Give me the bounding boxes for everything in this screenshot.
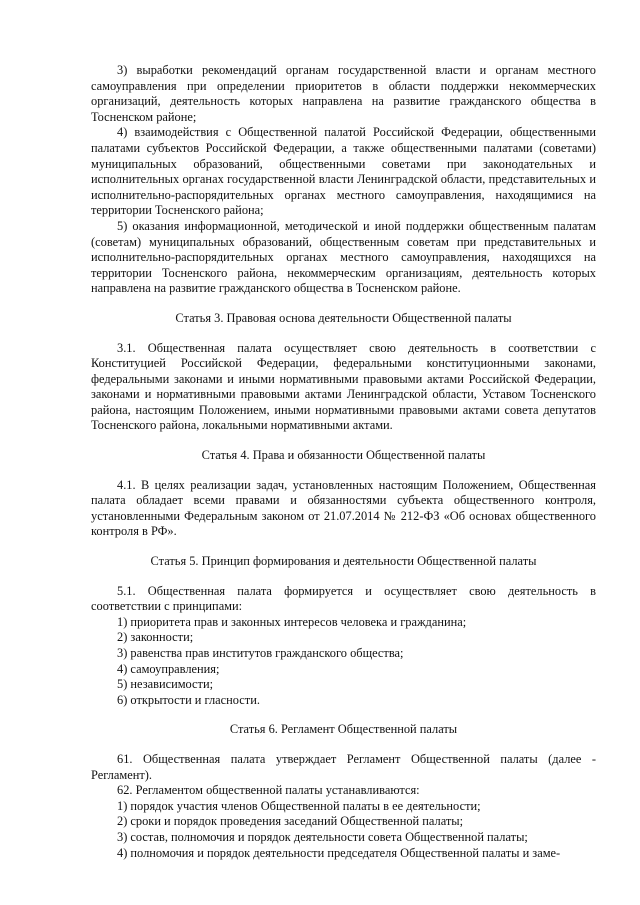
article2-item-4: 4) взаимодействия с Общественной палатой Российской Федерации, общественными палатами субъектов Российской Федерации, а также общественными палатами (советами) муниципальных образований, общественными советами при законодательных и исполнительных органах государственной власти Ленинградской области, представительных и исполнительно-распорядительных органах местного самоуправления, находящимися на территории Тосненского района; xyxy=(91,125,596,218)
article2-item-5: 5) оказания информационной, методической и иной поддержки общественным палатам (советам) муниципальных образований, общественным советам при представительных и исполнительно-распорядительных органах местного самоуправления, находящихся на территории Тосненского района, некоммерческим организациям, деятельность которых направлена на развитие гражданского общества в Тосненском районе. xyxy=(91,218,596,296)
article6-item-3: 3) состав, полномочия и порядок деятельности совета Общественной палаты; xyxy=(117,829,528,844)
article5-heading: Статья 5. Принцип формирования и деятельности Общественной палаты xyxy=(150,554,537,569)
page-content xyxy=(91,63,596,861)
article4-heading: Статья 4. Права и обязанности Общественной палаты xyxy=(201,448,486,463)
article5-item-5: 5) независимости; xyxy=(117,677,214,692)
article6-item-2: 2) сроки и порядок проведения заседаний Общественной палаты; xyxy=(117,814,464,829)
article6-item-1: 1) порядок участия членов Общественной палаты в ее деятельности; xyxy=(117,798,481,813)
article6-paragraph-1: 61. Общественная палата утверждает Регламент Общественной палаты (далее - Регламент). xyxy=(91,751,596,782)
article5-item-2: 2) законности; xyxy=(117,630,194,645)
article6-heading: Статья 6. Регламент Общественной палаты xyxy=(229,722,458,737)
article6-paragraph-2: 62. Регламентом общественной палаты устанавливаются: xyxy=(117,783,420,798)
article3-heading: Статья 3. Правовая основа деятельности Общественной палаты xyxy=(175,310,512,325)
article5-item-4: 4) самоуправления; xyxy=(117,661,220,676)
article5-item-1: 1) приоритета прав и законных интересов человека и гражданина; xyxy=(117,614,467,629)
article3-paragraph: 3.1. Общественная палата осуществляет свою деятельность в соответствии с Конституцией Российской Федерации, федеральными конституционными законами, федеральными законами и иными нормативными правовыми актами Российской Федерации, законами и нормативными правовыми актами Ленинградской области, Уставом Тосненского района, настоящим Положением, иными нормативными правовыми актами совета депутатов Тосненского района, локальными нормативными актами. xyxy=(91,340,596,433)
article6-item-4: 4) полномочия и порядок деятельности председателя Общественной палаты и заме- xyxy=(117,845,561,860)
article2-item-3: 3) выработки рекомендаций органам государственной власти и органам местного самоуправления при определении приоритетов в области поддержки некоммерческих организаций, деятельность которых направлена на развитие гражданского общества в Тосненском районе; xyxy=(91,63,596,124)
article4-paragraph: 4.1. В целях реализации задач, установленных настоящим Положением, Общественная палата обладает всеми правами и обязанностями субъекта общественного контроля, установленными Федеральным законом от 21.07.2014 № 212-ФЗ «Об основах общественного контроля в РФ». xyxy=(91,477,596,539)
article5-intro: 5.1. Общественная палата формируется и осуществляет свою деятельность в соответствии с принципами: xyxy=(91,583,596,614)
article5-item-6: 6) открытости и гласности. xyxy=(117,692,260,707)
article5-item-3: 3) равенства прав институтов гражданского общества; xyxy=(117,646,404,660)
